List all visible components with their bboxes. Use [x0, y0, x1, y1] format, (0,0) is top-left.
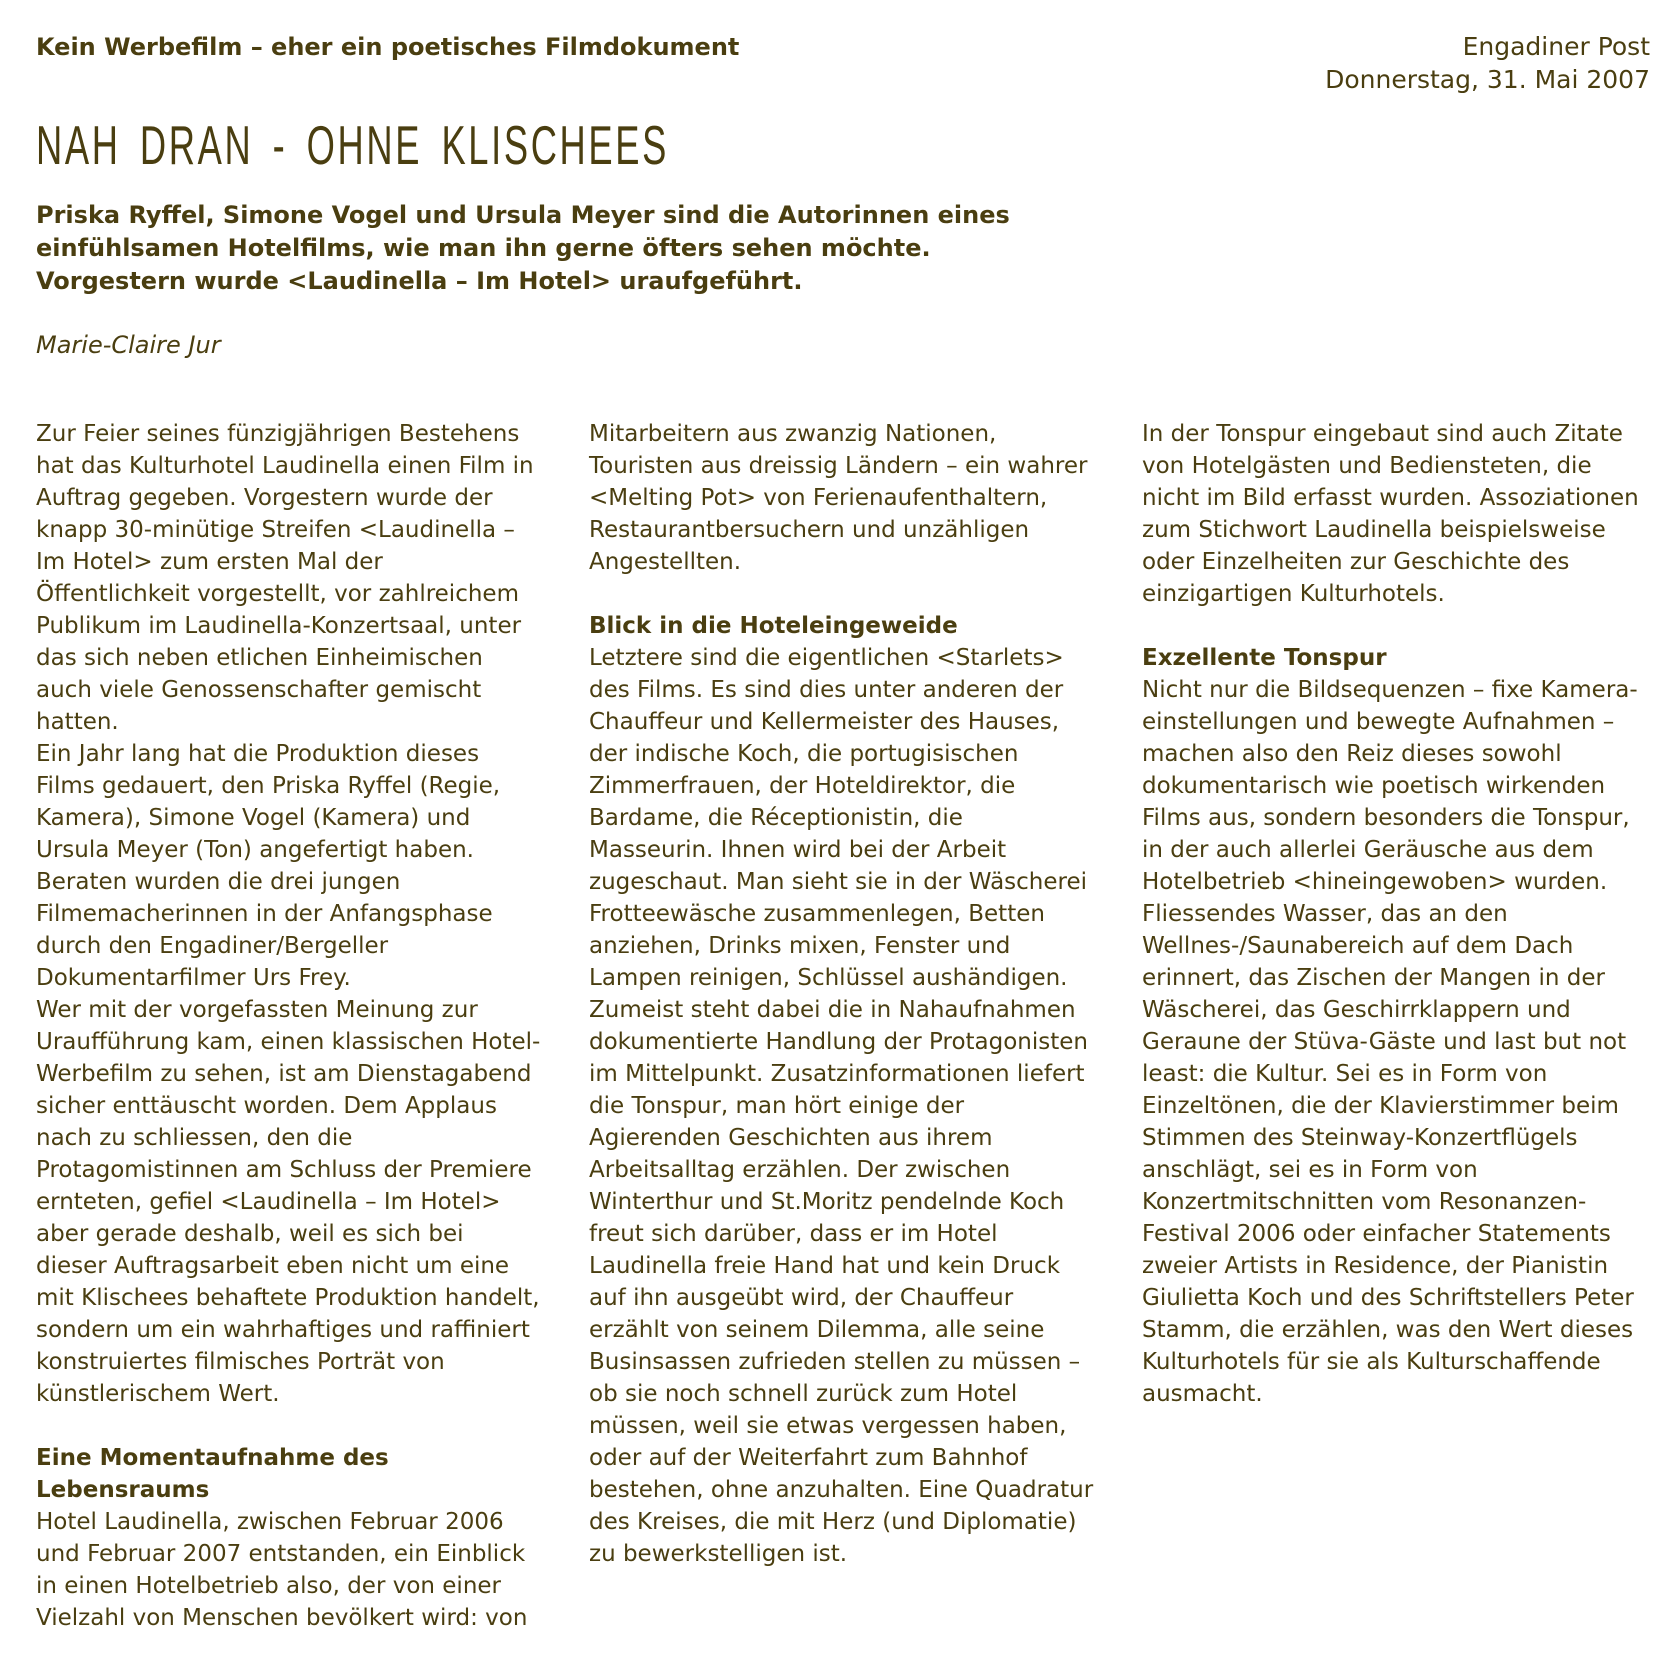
publication-date: Donnerstag, 31. Mai 2007 [1325, 65, 1650, 94]
page-header [36, 30, 1650, 96]
lead-line: einfühlsamen Hotelfilms, wie man ihn gerne öfters sehen möchte. [36, 234, 931, 262]
body-column-1 [36, 418, 541, 1634]
article-lead [36, 199, 1650, 298]
body-paragraph: Mitarbeitern aus zwanzig Nationen, Touristen aus dreissig Ländern – ein wahrer <Melting Pot> von Ferienaufenthaltern, Restaurantbersuchern und unzähligen Angestellten. [589, 421, 1088, 575]
lead-line: Priska Ryffel, Simone Vogel und Ursula Meyer sind die Autorinnen eines [36, 201, 1010, 229]
article-title: NAH DRAN - OHNE KLISCHEES [36, 114, 669, 176]
body-paragraph: Nicht nur die Bildsequenzen – fixe Kamera-einstellungen und bewegte Aufnahmen – machen also den Reiz dieses sowohl dokumentarisch wie poetisch wirkenden Films aus, sondern besonders die Tonspur, in der auch allerlei Geräusche aus dem Hotelbetrieb <hineingewoben> wurden. Fliessendes Wasser, das an den Wellnes-/Saunabereich auf dem Dach erinnert, das Zischen der Mangen in der Wäscherei, das Geschirrklappern und Geraune der Stüva-Gäste und last but not least: die Kultur. Sei es in Form von Einzeltönen, die der Klavierstimmer beim Stimmen des Steinway-Konzertflügels anschlägt, sei es in Form von Konzertmitschnitten vom Resonanzen- Festival 2006 oder einfacher Statements zweier Artists in Residence, der Pianistin Giulietta Koch und des Schriftstellers Peter Stamm, die erzählen, was den Wert dieses Kulturhotels für sie als Kulturschaffende ausmacht. [1142, 677, 1638, 1407]
body-paragraph: Ein Jahr lang hat die Produktion dieses Films gedauert, den Priska Ryffel (Regie, Kamera), Simone Vogel (Kamera) und Ursula Meyer (Ton) angefertigt haben. Beraten wurden die drei jungen Filmemacherinnen in der Anfangsphase durch den Engadiner/Bergeller Dokumentarfilmer Urs Frey. [36, 741, 501, 991]
lead-line: Vorgestern wurde <Laudinella – Im Hotel> uraufgeführt. [36, 267, 803, 295]
article-body [36, 418, 1650, 1634]
body-paragraph: Wer mit der vorgefassten Meinung zur Uraufführung kam, einen klassischen Hotel-Werbefilm zu sehen, ist am Dienstagabend sicher enttäuscht worden. Dem Applaus nach zu schliessen, den die Protagomistinnen am Schluss der Premiere ernteten, gefiel <Laudinella – Im Hotel> aber gerade deshalb, weil es sich bei dieser Auftragsarbeit eben nicht um eine mit Klischees behaftete Produktion handelt, sondern um ein wahrhaftiges und raffiniert konstruiertes filmisches Porträt von künstlerischem Wert. [36, 997, 541, 1407]
article-kicker: Kein Werbefilm – eher ein poetisches Filmdokument [36, 33, 740, 61]
body-paragraph: In der Tonspur eingebaut sind auch Zitate von Hotelgästen und Bediensteten, die nicht im Bild erfasst wurden. Assoziationen zum Stichwort Laudinella beispielsweise oder Einzelheiten zur Geschichte des einzigartigen Kulturhotels. [1142, 421, 1639, 607]
body-paragraph: Hotel Laudinella, zwischen Februar 2006 und Februar 2007 entstanden, ein Einblick in einen Hotelbetrieb also, der von einer Vielzahl von Menschen bevölkert wird: von [36, 1509, 528, 1631]
body-paragraph: Letztere sind die eigentlichen <Starlets> des Films. Es sind dies unter anderen der Chauffeur und Kellermeister des Hauses, der indische Koch, die portugisischen Zimmerfrauen, der Hoteldirektor, die Bardame, die Réceptionistin, die Masseurin. Ihnen wird bei der Arbeit zugeschaut. Man sieht sie in der Wäscherei Frotteewäsche zusammenlegen, Betten anziehen, Drinks mixen, Fenster und Lampen reinigen, Schlüssel aushändigen. Zumeist steht dabei die in Nahaufnahmen dokumentierte Handlung der Protagonisten im Mittelpunkt. Zusatzinformationen liefert die Tonspur, man hört einige der Agierenden Geschichten aus ihrem Arbeitsalltag erzählen. Der zwischen Winterthur und St.Moritz pendelnde Koch freut sich darüber, dass er im Hotel Laudinella freie Hand hat und kein Druck auf ihn ausgeübt wird, der Chauffeur erzählt von seinem Dilemma, alle seine Businsassen zufrieden stellen zu müssen – ob sie noch schnell zurück zum Hotel müssen, weil sie etwas vergessen haben, oder auf der Weiterfahrt zum Bahnhof bestehen, ohne anzuhalten. Eine Quadratur des Kreises, die mit Herz (und Diplomatie) zu bewerkstelligen ist. [589, 645, 1094, 1567]
publication-name: Engadiner Post [1462, 32, 1650, 61]
body-column-3 [1142, 418, 1647, 1634]
body-column-2 [589, 418, 1094, 1634]
masthead [1325, 30, 1650, 96]
article-byline: Marie-Claire Jur [36, 331, 221, 359]
section-subheading: Blick in die Hoteleingeweide [589, 613, 958, 639]
section-subheading: Eine Momentaufnahme des Lebensraums [36, 1445, 389, 1503]
section-subheading: Exzellente Tonspur [1142, 645, 1387, 671]
body-paragraph: Zur Feier seines fünzigjährigen Bestehens hat das Kulturhotel Laudinella einen Film in Auftrag gegeben. Vorgestern wurde der knapp 30-minütige Streifen <Laudinella – Im Hotel> zum ersten Mal der Öffentlichkeit vorgestellt, vor zahlreichem Publikum im Laudinella-Konzertsaal, unter das sich neben etlichen Einheimischen auch viele Genossenschafter gemischt hatten. [36, 421, 534, 735]
